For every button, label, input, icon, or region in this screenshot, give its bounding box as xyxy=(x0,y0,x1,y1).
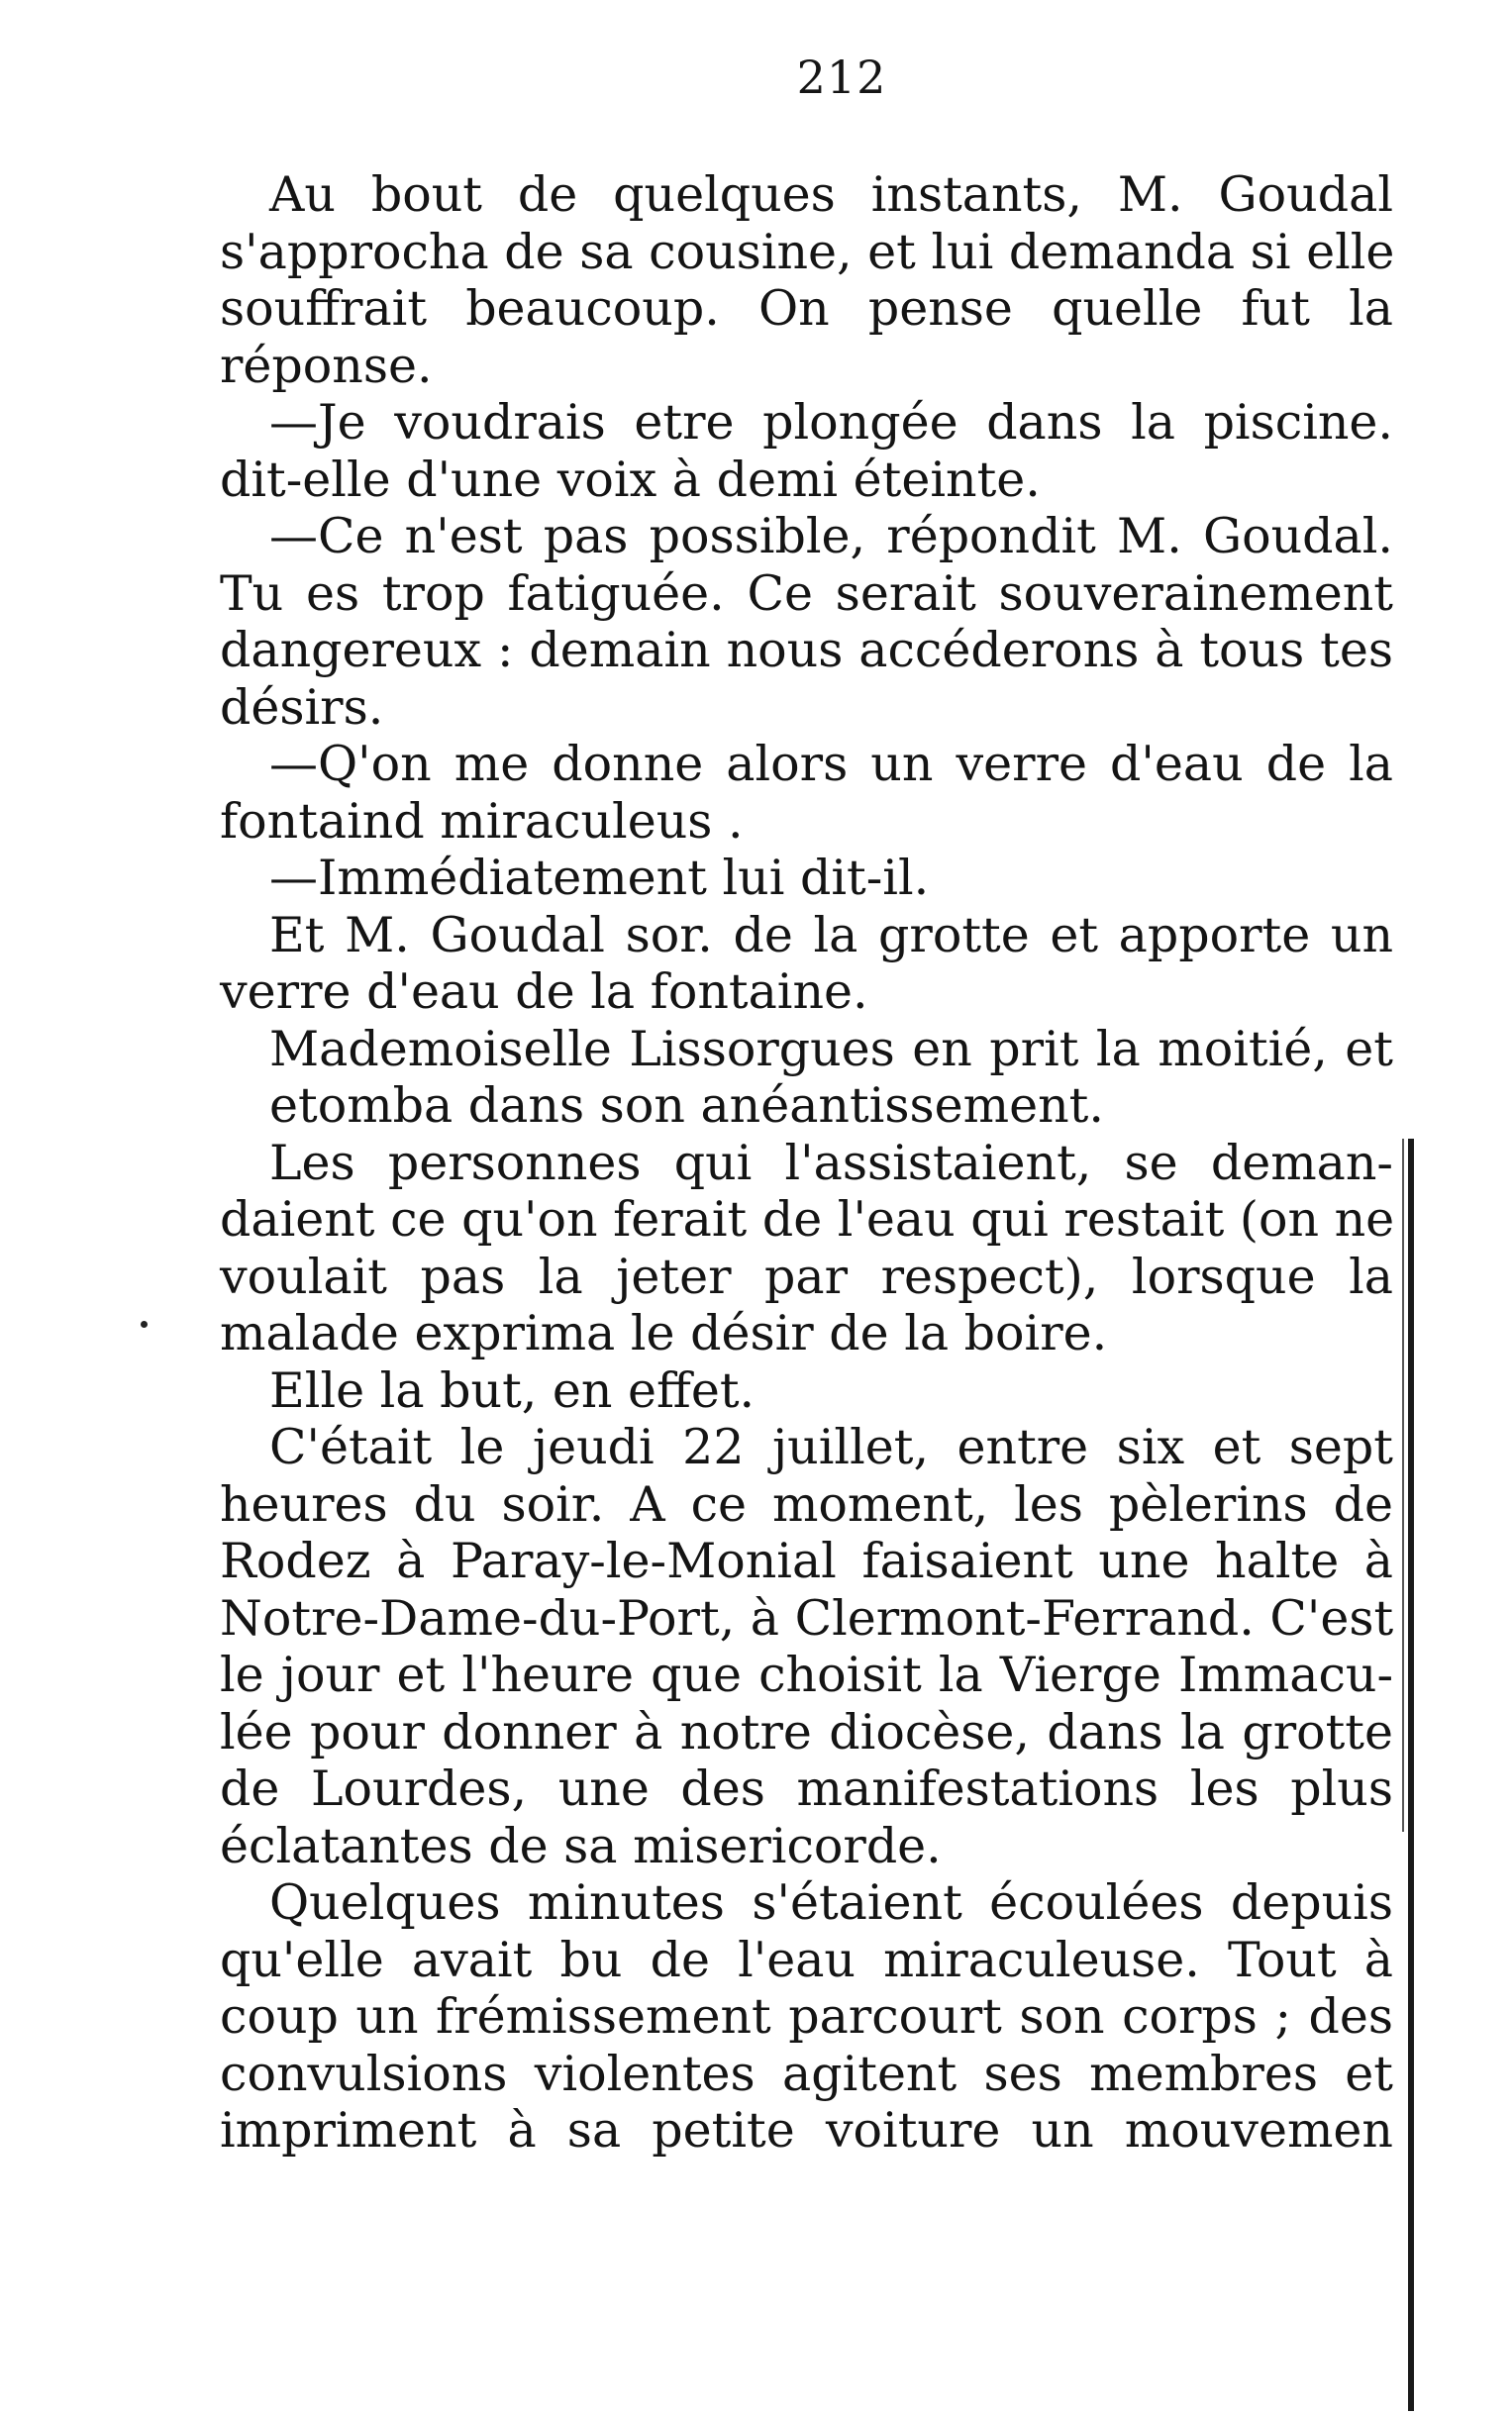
text-line: voulait pas la jeter par respect), lorsque la xyxy=(220,1248,1393,1305)
scan-edge-rule xyxy=(1408,1139,1414,2411)
text-line: —Immédiatement lui dit-il. xyxy=(269,850,930,906)
text-line: lée pour donner à notre diocèse, dans la grotte xyxy=(220,1703,1393,1760)
text-line: s'approcha de sa cousine, et lui demanda si elle xyxy=(220,223,1395,280)
text-line: impriment à sa petite voiture un mouvemen xyxy=(220,2102,1393,2159)
text-line: dangereux : demain nous accéderons à tous tes xyxy=(220,622,1393,678)
body-text xyxy=(220,166,1393,2160)
scan-speck xyxy=(141,1321,148,1328)
text-line: —Ce n'est pas possible, répondit M. Goudal. xyxy=(269,508,1393,564)
text-line: C'était le jeudi 22 juillet, entre six et sept xyxy=(269,1419,1393,1475)
text-line: Les personnes qui l'assistaient, se deman- xyxy=(269,1134,1393,1191)
page-number: 212 xyxy=(796,50,887,104)
text-line: Notre-Dame-du-Port, à Clermont-Ferrand. C'est xyxy=(220,1589,1394,1647)
text-line: etomba dans son anéantissement. xyxy=(269,1077,1104,1134)
text-line: Rodez à Paray-le-Monial faisaient une halte à xyxy=(220,1533,1393,1589)
text-line: éclatantes de sa misericorde. xyxy=(220,1817,942,1874)
text-line: —Je voudrais etre plongée dans la piscine. xyxy=(269,394,1393,451)
text-line: coup un frémissement parcourt son corps ; des xyxy=(220,1988,1393,2045)
text-line: Au bout de quelques instants, M. Goudal xyxy=(269,166,1393,223)
text-line: malade exprima le désir de la boire. xyxy=(220,1305,1108,1361)
text-line: convulsions violentes agitent ses membres et xyxy=(220,2045,1393,2102)
text-line: heures du soir. A ce moment, les pèlerins de xyxy=(220,1475,1393,1533)
text-line: qu'elle avait bu de l'eau miraculeuse. Tout à xyxy=(220,1931,1393,1988)
text-line: de Lourdes, une des manifestations les plus xyxy=(220,1760,1393,1817)
text-line: le jour et l'heure que choisit la Vierge Immacu- xyxy=(220,1647,1393,1703)
text-line: souffrait beaucoup. On pense quelle fut la xyxy=(220,280,1393,337)
text-line: Quelques minutes s'étaient écoulées depuis xyxy=(269,1874,1393,1931)
scan-edge-shadow xyxy=(1402,1139,1404,1832)
text-line: réponse. xyxy=(220,337,433,394)
text-line: Elle la but, en effet. xyxy=(269,1361,756,1419)
text-line: —Q'on me donne alors un verre d'eau de la xyxy=(269,736,1393,792)
text-line: Mademoiselle Lissorgues en prit la moitié, et xyxy=(269,1020,1393,1077)
text-line: désirs. xyxy=(220,678,384,736)
text-line: verre d'eau de la fontaine. xyxy=(220,963,868,1020)
text-line: fontaind miraculeus . xyxy=(220,792,744,850)
text-line: daient ce qu'on ferait de l'eau qui restait (on ne xyxy=(220,1191,1395,1248)
text-line: Tu es trop fatiguée. Ce serait souverainement xyxy=(220,564,1393,622)
text-line: Et M. Goudal sor. de la grotte et apporte un xyxy=(269,906,1393,963)
text-line: dit-elle d'une voix à demi éteinte. xyxy=(220,451,1041,508)
